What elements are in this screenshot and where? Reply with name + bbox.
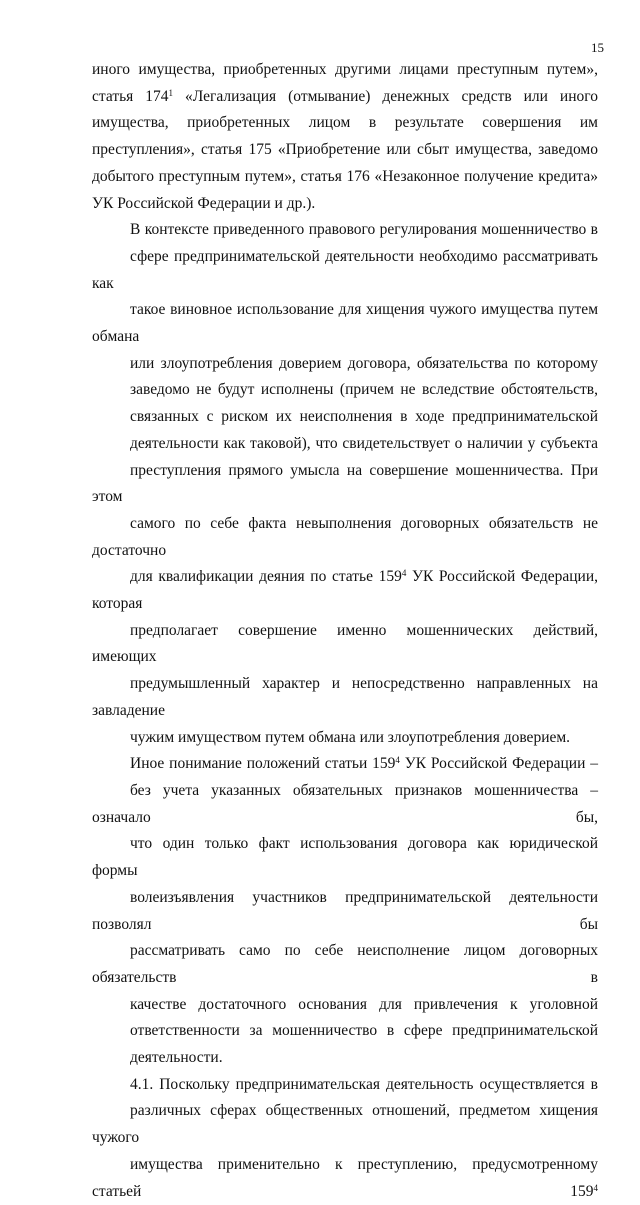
- text-segment: или злоупотребления доверием договора, обязательства по которому: [130, 354, 598, 372]
- text-line: [92, 110, 598, 137]
- paragraph: [92, 217, 598, 751]
- text-line: [92, 244, 598, 297]
- text-segment: связанных с риском их неисполнения в ходе предпринимательской: [130, 408, 598, 426]
- paragraph: [92, 751, 598, 1071]
- superscript: 4: [401, 568, 407, 579]
- text-line: [92, 885, 598, 938]
- text-segment: предумышленный характер и непосредственно направленных на завладение: [92, 675, 598, 719]
- text-line: [92, 938, 598, 991]
- text-segment: различных сферах общественных отношений, предметом хищения чужого: [92, 1102, 598, 1147]
- text-line: [92, 1152, 598, 1205]
- text-segment: УК Российской Федерации и др.).: [92, 194, 316, 212]
- text-line: [92, 751, 598, 778]
- text-segment: рассматривать само по себе неисполнение лицом договорных обязательств в: [92, 942, 598, 986]
- text-segment: ответственности за мошенничество в сфере предпринимательской: [130, 1022, 598, 1040]
- text-segment: иного имущества, приобретенных другими лицами преступным путем»,: [92, 61, 598, 78]
- text-line: [92, 297, 598, 350]
- text-segment: статья 174: [92, 87, 169, 105]
- text-line: [92, 137, 598, 164]
- text-segment: волеизъявления участников предпринимательской деятельности позволял бы: [92, 888, 598, 933]
- text-line: [92, 431, 598, 458]
- text-line: [92, 511, 598, 564]
- text-segment: добытого преступным путем», статья 176 «Незаконное получение кредита»: [92, 167, 598, 185]
- text-segment: без учета указанных обязательных признаков мошенничества – означало бы,: [92, 781, 598, 826]
- text-segment: преступления», статья 175 «Приобретение или сбыт имущества, заведомо: [92, 141, 598, 159]
- superscript: 4: [395, 755, 400, 766]
- text-segment: «Легализация (отмывание) денежных средств или иного: [173, 87, 598, 105]
- text-segment: преступления прямого умысла на совершение мошенничества. При этом: [92, 461, 598, 506]
- text-segment: такое виновное использование для хищения чужого имущества путем обмана: [92, 301, 598, 346]
- text-line: [92, 618, 598, 671]
- text-line: [92, 191, 598, 218]
- text-line: [92, 57, 598, 84]
- text-segment: качестве достаточного основания для привлечения к уголовной: [130, 995, 598, 1013]
- text-line: [92, 778, 598, 831]
- text-segment: деятельности.: [130, 1049, 223, 1067]
- text-segment: УК Российской Федерации, которая: [92, 568, 598, 613]
- text-segment: УК Российской Федерации –: [399, 755, 598, 773]
- superscript: 4: [593, 1182, 598, 1193]
- text-segment: имущества, приобретенных лицом в результате совершения им: [92, 114, 598, 132]
- text-segment: предполагает совершение именно мошеннических действий, имеющих: [92, 621, 598, 666]
- text-segment: деятельности как таковой), что свидетельствует о наличии у субъекта: [130, 434, 598, 452]
- text-line: [92, 351, 598, 378]
- text-line: [92, 1045, 598, 1072]
- text-segment: самого по себе факта невыполнения договорных обязательств не достаточно: [92, 514, 598, 559]
- text-line: [92, 458, 598, 511]
- text-segment: что один только факт использования договора как юридической формы: [92, 835, 598, 880]
- superscript: 1: [168, 87, 174, 98]
- text-line: [92, 725, 598, 752]
- body-text: [92, 57, 598, 1205]
- text-line: [92, 377, 598, 404]
- text-segment: 4.1. Поскольку предпринимательская деятельность осуществляется в: [130, 1075, 598, 1093]
- paragraph: [92, 57, 598, 217]
- text-segment: Иное понимание положений статьи 159: [130, 755, 396, 773]
- text-segment: заведомо не будут исполнены (причем не вследствие обстоятельств,: [130, 381, 598, 399]
- text-line: [92, 84, 598, 111]
- text-line: [92, 404, 598, 431]
- text-line: [92, 1072, 598, 1099]
- page-number: 15: [591, 40, 604, 55]
- text-line: [92, 831, 598, 884]
- text-line: [92, 164, 598, 191]
- text-line: [92, 217, 598, 244]
- paragraph: [92, 1072, 598, 1205]
- text-line: [92, 1018, 598, 1045]
- text-segment: В контексте приведенного правового регулирования мошенничество в: [130, 221, 598, 239]
- text-line: [92, 671, 598, 724]
- text-segment: для квалификации деяния по статье 159: [130, 568, 402, 586]
- text-segment: чужим имуществом путем обмана или злоупотребления доверием.: [130, 728, 571, 746]
- text-line: [92, 992, 598, 1019]
- text-line: [92, 564, 598, 617]
- text-segment: сфере предпринимательской деятельности необходимо рассматривать как: [92, 247, 598, 292]
- text-line: [92, 1098, 598, 1151]
- text-segment: имущества применительно к преступлению, предусмотренному статьей 159: [92, 1155, 598, 1200]
